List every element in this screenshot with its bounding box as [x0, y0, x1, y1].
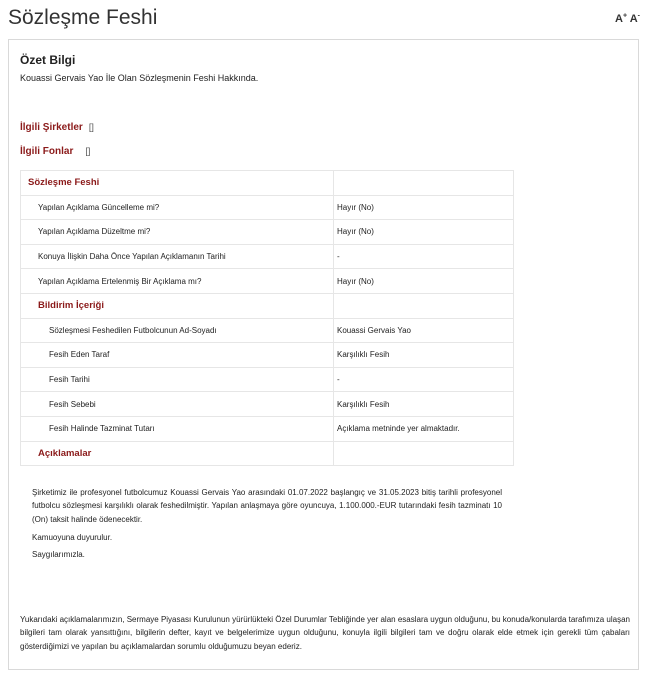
- disclosure-card: [8, 39, 639, 670]
- font-increase-sup: +: [622, 12, 628, 19]
- table-row: [21, 416, 514, 441]
- summary-title: Özet Bilgi: [20, 53, 76, 67]
- font-increase-label: A: [615, 12, 623, 25]
- font-decrease-button[interactable]: [630, 13, 640, 25]
- table-row: [21, 293, 514, 318]
- table-row: [21, 343, 514, 368]
- font-decrease-sup: -: [637, 12, 640, 19]
- explanation-paragraph: Şirketimiz ile profesyonel futbolcumuz Kouassi Gervais Yao arasındaki 01.07.2022 başlangıç ve 31.05.2023 bitiş tarihli profesyonel futbolcu sözleşmesi karşılıklı olarak feshedilmiştir. Yapılan anlaşmaya göre oyuncuya, 1.100.000.-EUR tutarındaki fesih tazminatı 10 (On) taksit halinde ödenecektir.: [32, 488, 502, 524]
- row-value: Hayır (No): [334, 269, 514, 294]
- summary-text: Kouassi Gervais Yao İle Olan Sözleşmenin Feshi Hakkında.: [20, 73, 259, 83]
- related-funds-label: İlgili Fonlar: [20, 146, 74, 157]
- table-row: [21, 269, 514, 294]
- font-increase-button[interactable]: [615, 13, 627, 25]
- table-cell-empty: [334, 293, 514, 318]
- row-label: Yapılan Açıklama Düzeltme mi?: [21, 220, 334, 245]
- table-row: [21, 171, 514, 196]
- row-label: Konuya İlişkin Daha Önce Yapılan Açıklamanın Tarihi: [21, 244, 334, 269]
- main-section-header: Sözleşme Feshi: [21, 171, 334, 196]
- row-label: Yapılan Açıklama Güncelleme mi?: [21, 195, 334, 220]
- row-value: Karşılıklı Fesih: [334, 343, 514, 368]
- related-funds-toggle[interactable]: []: [85, 146, 91, 156]
- related-companies-label: İlgili Şirketler: [20, 122, 83, 133]
- explanation-announce: Kamuoyuna duyurulur.: [32, 533, 113, 542]
- related-funds-link[interactable]: [20, 146, 90, 157]
- row-label: Fesih Halinde Tazminat Tutarı: [21, 416, 334, 441]
- table-row: [21, 392, 514, 417]
- explanation-regards: Saygılarımızla.: [32, 550, 85, 559]
- row-label: Yapılan Açıklama Ertelenmiş Bir Açıklama mı?: [21, 269, 334, 294]
- related-companies-link[interactable]: [20, 122, 94, 133]
- row-label: Fesih Eden Taraf: [21, 343, 334, 368]
- table-cell-empty: [334, 441, 514, 466]
- table-row: [21, 244, 514, 269]
- table-cell-empty: [334, 171, 514, 196]
- table-row: [21, 318, 514, 343]
- row-value: Açıklama metninde yer almaktadır.: [334, 416, 514, 441]
- row-value: Hayır (No): [334, 220, 514, 245]
- table-row: [21, 195, 514, 220]
- table-row: [21, 441, 514, 466]
- row-value: Hayır (No): [334, 195, 514, 220]
- notification-section-header: Bildirim İçeriği: [21, 293, 334, 318]
- row-value: -: [334, 244, 514, 269]
- table-row: [21, 220, 514, 245]
- row-value: -: [334, 367, 514, 392]
- row-value: Kouassi Gervais Yao: [334, 318, 514, 343]
- row-value: Karşılıklı Fesih: [334, 392, 514, 417]
- explanations-section-header: Açıklamalar: [21, 441, 334, 466]
- row-label: Fesih Sebebi: [21, 392, 334, 417]
- related-companies-toggle[interactable]: []: [88, 122, 94, 132]
- row-label: Sözleşmesi Feshedilen Futbolcunun Ad-Soyadı: [21, 318, 334, 343]
- row-label: Fesih Tarihi: [21, 367, 334, 392]
- table-row: [21, 367, 514, 392]
- font-size-controls: [615, 12, 640, 25]
- disclosure-table: [20, 170, 514, 466]
- font-decrease-label: A: [629, 12, 638, 25]
- legal-disclaimer: Yukarıdaki açıklamalarımızın, Sermaye Piyasası Kurulunun yürürlükteki Özel Durumlar Tebliğinde yer alan esaslara uygun olduğunu, bu konuda/konularda tarafımıza ulaşan bilgileri tam olarak yansıttığını, bilgilerin defter, kayıt ve belgelerimize uygun olduğunu, konuyla ilgili bilgileri tam ve doğru olarak elde etmek için gerekli tüm çabaları gösterdiğimizi ve yapılan bu açıklamalardan sorumlu olduğumuzu beyan ederiz.: [20, 615, 630, 651]
- page-title: Sözleşme Feshi: [8, 6, 158, 29]
